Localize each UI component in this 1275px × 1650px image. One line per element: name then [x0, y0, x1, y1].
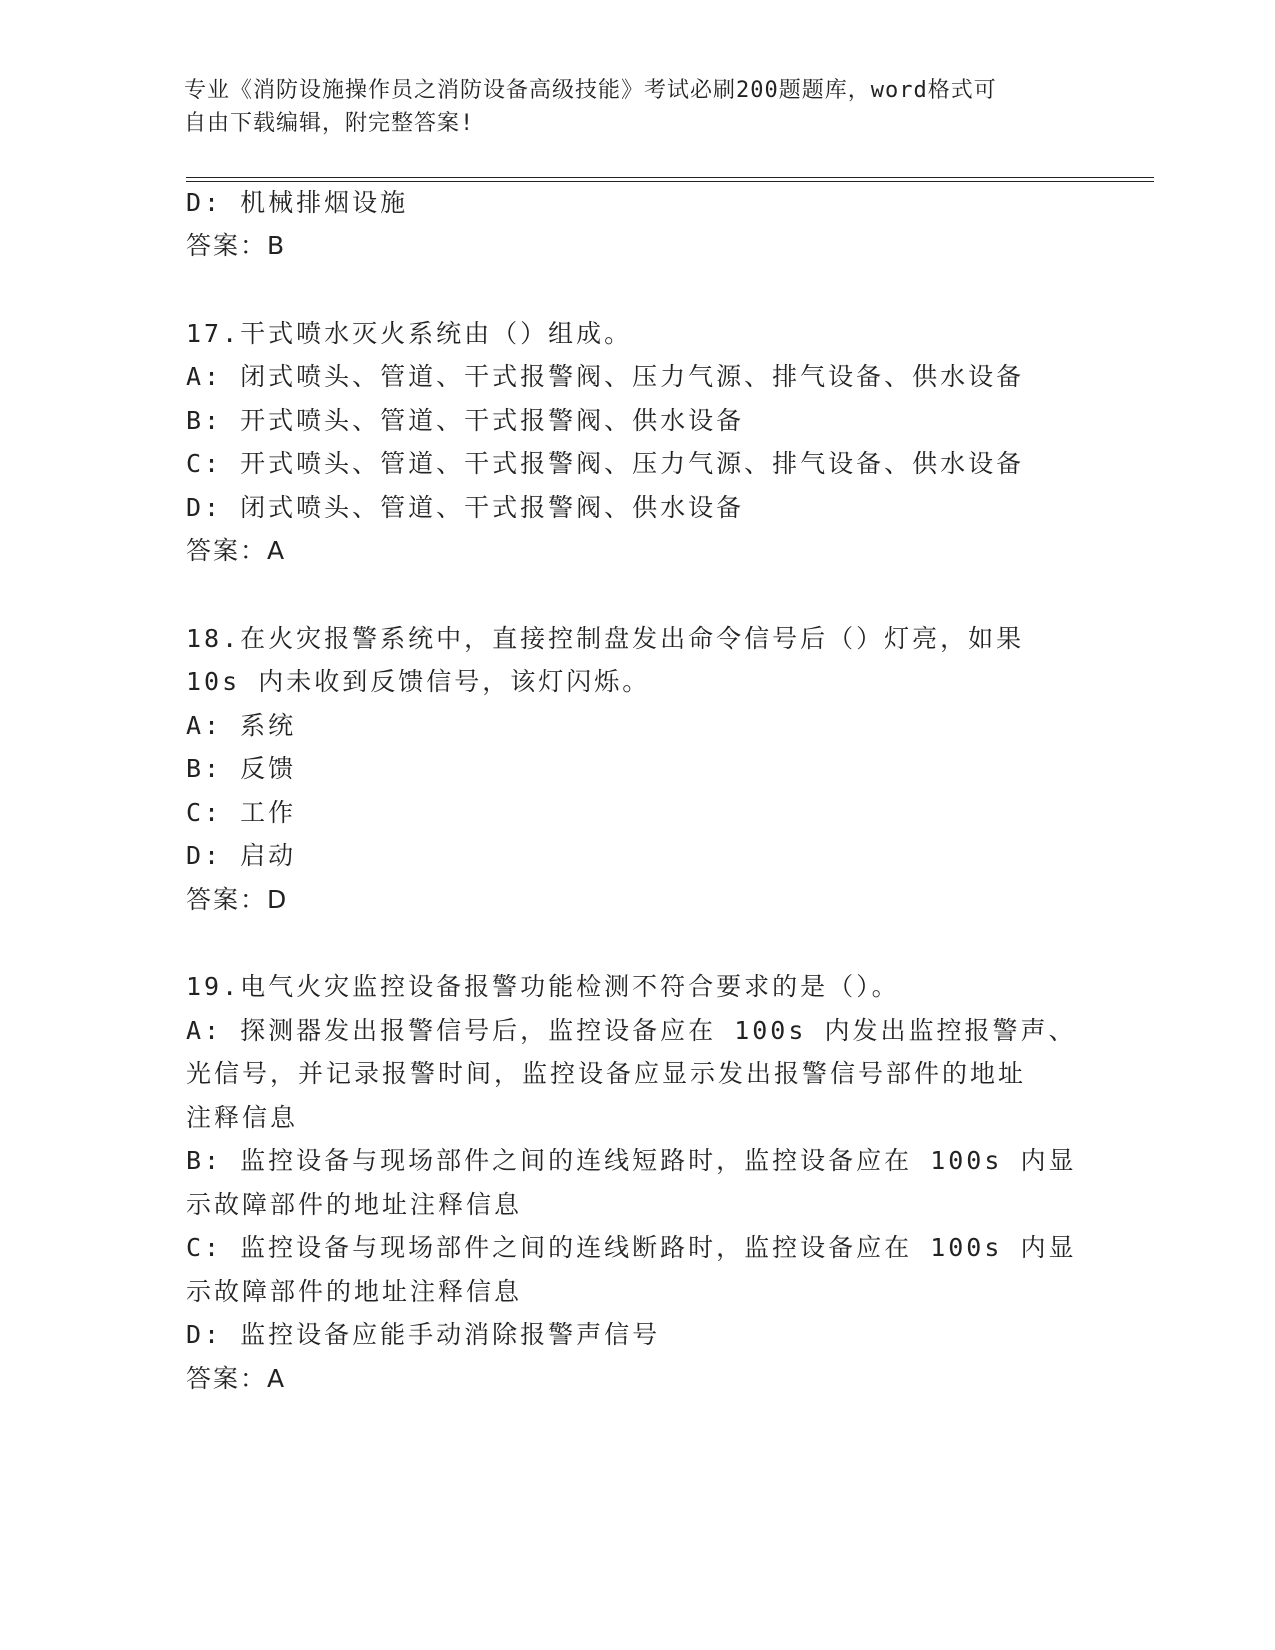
q19-option-d: D: 监控设备应能手动消除报警声信号 — [186, 1320, 661, 1349]
q17-answer: 答案：A — [186, 536, 287, 565]
header-divider-top — [186, 177, 1154, 178]
document-header — [184, 74, 1064, 140]
q19-answer: 答案：A — [186, 1364, 287, 1393]
q18-question-line-1: 18.在火灾报警系统中，直接控制盘发出命令信号后（）灯亮，如果 — [186, 624, 1025, 653]
prev-answer: 答案：B — [186, 231, 287, 260]
q19-question: 19.电气火灾监控设备报警功能检测不符合要求的是（）。 — [186, 972, 900, 1001]
q18-option-a: A: 系统 — [186, 711, 297, 740]
prev-option-d: D: 机械排烟设施 — [186, 188, 409, 217]
q18-option-d: D: 启动 — [186, 841, 297, 870]
q17-option-a: A: 闭式喷头、管道、干式报警阀、压力气源、排气设备、供水设备 — [186, 362, 1025, 391]
q17-option-b: B: 开式喷头、管道、干式报警阀、供水设备 — [186, 406, 745, 435]
q17-option-d: D: 闭式喷头、管道、干式报警阀、供水设备 — [186, 493, 745, 522]
q19-option-c-line-1: C: 监控设备与现场部件之间的连线断路时，监控设备应在 100s 内显 — [186, 1233, 1077, 1262]
q18-option-b: B: 反馈 — [186, 754, 297, 783]
q18-answer: 答案：D — [186, 885, 289, 914]
q18-option-c: C: 工作 — [186, 798, 297, 827]
q17-question: 17.干式喷水灭火系统由（）组成。 — [186, 319, 633, 348]
header-title-line-1: 专业《消防设施操作员之消防设备高级技能》考试必刷200题题库，word格式可 — [184, 78, 997, 103]
q18-question-line-2: 10s 内未收到反馈信号，该灯闪烁。 — [186, 667, 651, 696]
header-title-line-2: 自由下载编辑，附完整答案! — [184, 111, 475, 136]
q19-option-a-line-2: 光信号，并记录报警时间，监控设备应显示发出报警信号部件的地址 — [186, 1059, 1027, 1088]
q17-option-c: C: 开式喷头、管道、干式报警阀、压力气源、排气设备、供水设备 — [186, 449, 1025, 478]
q19-option-c-line-2: 示故障部件的地址注释信息 — [186, 1277, 523, 1306]
q19-option-b-line-1: B: 监控设备与现场部件之间的连线短路时，监控设备应在 100s 内显 — [186, 1146, 1077, 1175]
q19-option-a-line-1: A: 探测器发出报警信号后，监控设备应在 100s 内发出监控报警声、 — [186, 1016, 1077, 1045]
q19-option-a-line-3: 注释信息 — [186, 1103, 299, 1132]
q19-option-b-line-2: 示故障部件的地址注释信息 — [186, 1190, 523, 1219]
